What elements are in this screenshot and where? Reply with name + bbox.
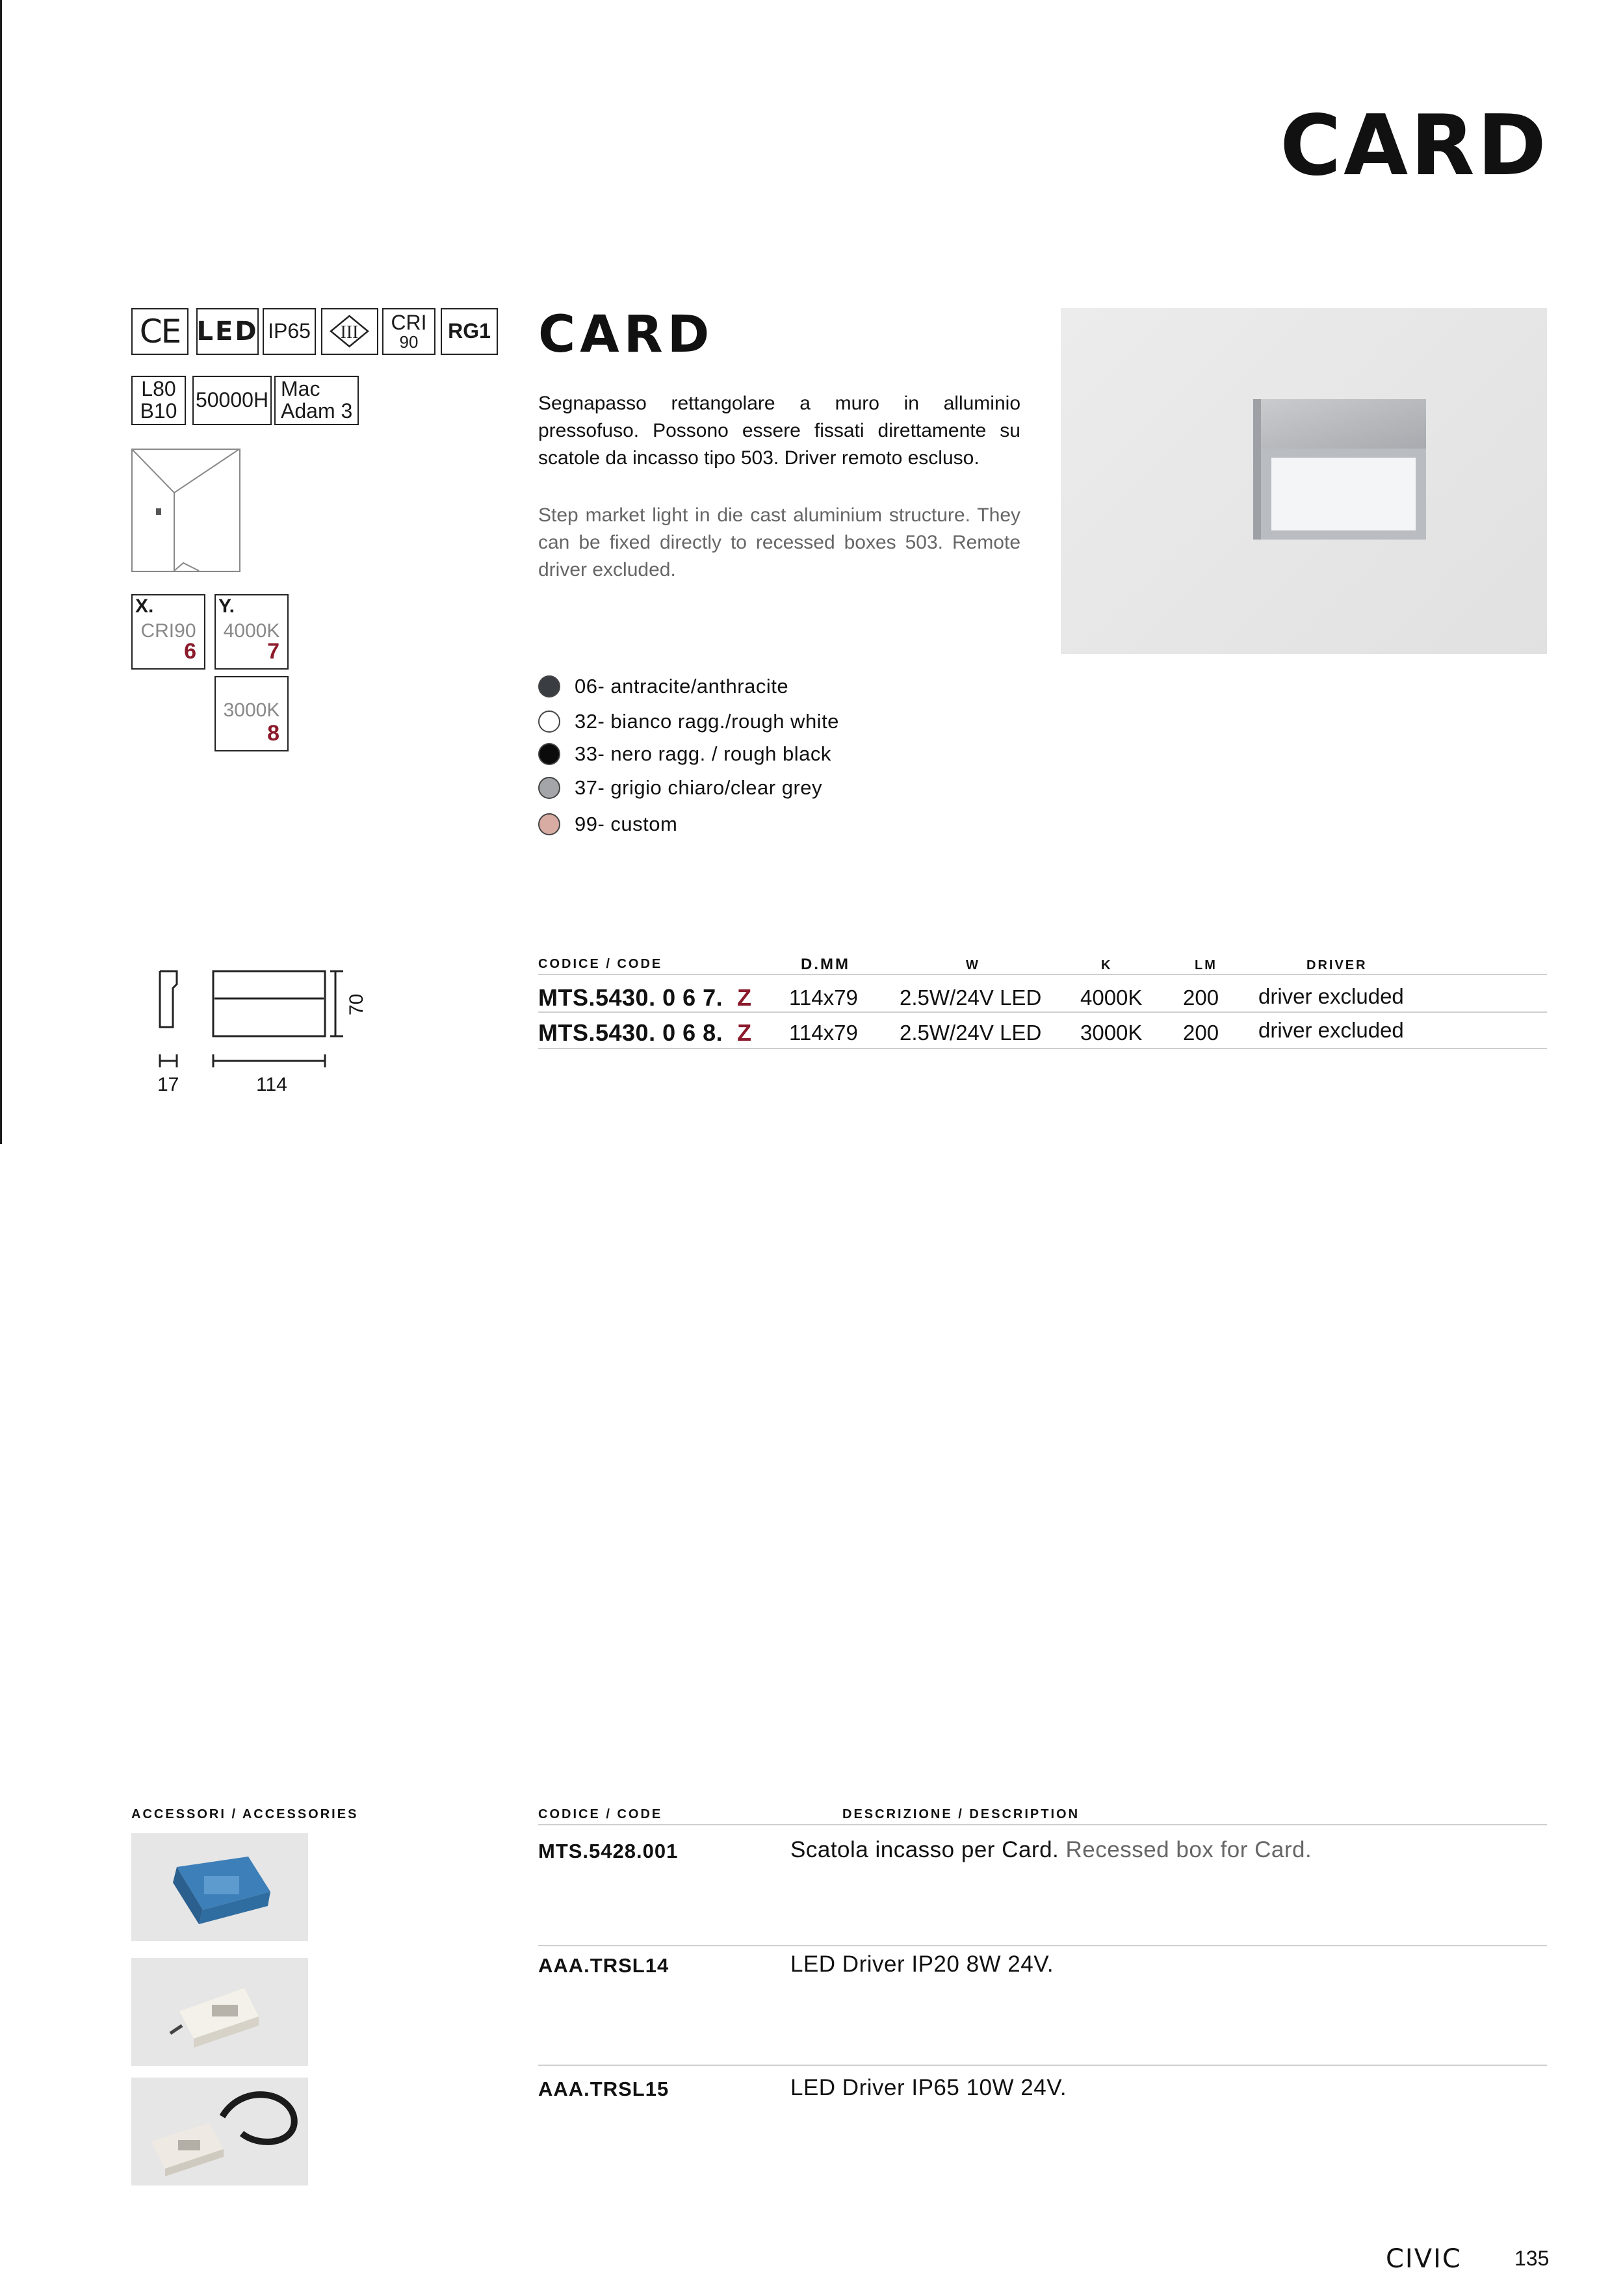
product-name: CARD <box>538 306 714 364</box>
left-margin-rule <box>0 0 2 1144</box>
table-header-driver: DRIVER <box>1306 958 1368 972</box>
row-code: MTS.5430. 0 6 7. <box>538 984 723 1011</box>
row-code: MTS.5430. 0 6 8. <box>538 1019 723 1046</box>
accessory-description <box>790 2075 1067 2101</box>
recessed-box-image <box>131 1833 308 1941</box>
brand-logo: CIVIC <box>1386 2244 1462 2274</box>
swatch-icon <box>538 813 560 835</box>
row-code-suffix: Z <box>737 984 751 1011</box>
description-english: Step market light in die cast aluminium structure. They can be fixed directly to recessed boxes 503. Remote driver excluded. <box>538 504 1020 581</box>
row-lumen: 200 <box>1183 985 1219 1010</box>
dim-width-label: 114 <box>256 1074 287 1095</box>
class-iii-label: III <box>340 322 359 343</box>
row-kelvin: 4000K <box>1080 985 1143 1010</box>
accessories-description-header: DESCRIZIONE / DESCRIPTION <box>842 1807 1080 1821</box>
macadam-badge <box>274 376 359 425</box>
accessory-description-it: LED Driver IP20 8W 24V. <box>790 1951 1054 1977</box>
mac-label: Mac <box>281 377 320 401</box>
ip65-badge: IP65 <box>263 308 316 355</box>
row-driver: driver excluded <box>1258 984 1404 1008</box>
led-driver-ip65-image <box>131 2078 308 2185</box>
cri-badge-label: CRI <box>391 310 427 334</box>
color-label: 32- bianco ragg./rough white <box>575 710 839 733</box>
row-watt: 2.5W/24V LED <box>900 1021 1042 1045</box>
ce-mark-badge: CE <box>131 308 188 355</box>
page-title: CARD <box>1280 98 1549 194</box>
accessories-divider <box>538 2065 1547 2066</box>
table-divider <box>538 1011 1547 1013</box>
accessories-header: ACCESSORI / ACCESSORIES <box>131 1807 359 1821</box>
table-divider <box>538 1048 1547 1049</box>
table-header-kelvin: K <box>1101 958 1113 972</box>
row-lumen: 200 <box>1183 1021 1219 1045</box>
accessory-description <box>790 1951 1054 1977</box>
cri90-option <box>131 594 205 670</box>
table-header-watt: W <box>966 958 980 972</box>
accessory-code: AAA.TRSL14 <box>538 1954 669 1977</box>
product-photo <box>1061 308 1547 654</box>
cri-badge-value: 90 <box>399 332 419 352</box>
accessory-code: AAA.TRSL15 <box>538 2078 669 2100</box>
x-label: X. <box>135 595 154 617</box>
row-code-suffix: Z <box>737 1019 751 1046</box>
3000k-option <box>214 676 289 751</box>
adam-label: Adam 3 <box>281 399 353 423</box>
accessory-description-it: LED Driver IP65 10W 24V. <box>790 2075 1067 2100</box>
led-badge: LED <box>196 308 259 355</box>
3000k-label: 3000K <box>223 699 280 721</box>
accessory-description <box>790 1837 1312 1863</box>
accessories-code-header: CODICE / CODE <box>538 1807 663 1821</box>
table-header-lumen: LM <box>1195 958 1217 972</box>
cri90-code: 6 <box>184 639 196 664</box>
4000k-label: 4000K <box>223 620 280 642</box>
page-number: 135 <box>1514 2247 1550 2270</box>
color-label: 33- nero ragg. / rough black <box>575 742 831 765</box>
rg1-badge: RG1 <box>441 308 498 355</box>
swatch-icon <box>538 777 560 799</box>
4000k-code: 7 <box>267 639 279 664</box>
accessory-description-it: Scatola incasso per Card. <box>790 1837 1059 1862</box>
color-option-32 <box>538 707 839 736</box>
accessory-code: MTS.5428.001 <box>538 1840 679 1862</box>
class-iii-icon <box>321 308 378 355</box>
swatch-icon <box>538 675 560 698</box>
l80-b10-badge <box>131 376 186 425</box>
color-option-33 <box>538 740 831 768</box>
y-label: Y. <box>218 595 235 617</box>
dim-height-label: 70 <box>346 993 367 1015</box>
color-option-99 <box>538 810 677 839</box>
color-label: 37- grigio chiaro/clear grey <box>575 776 823 799</box>
row-driver: driver excluded <box>1258 1018 1404 1042</box>
wall-mount-installation-icon <box>131 449 240 572</box>
color-option-06 <box>538 672 788 701</box>
accessories-divider <box>538 1824 1547 1825</box>
row-kelvin: 3000K <box>1080 1021 1143 1045</box>
color-option-37 <box>538 774 822 802</box>
swatch-icon <box>538 743 560 765</box>
table-divider <box>538 974 1547 975</box>
table-header-dimensions: D.MM <box>801 956 850 973</box>
dimension-drawing <box>155 965 376 1088</box>
description-italian: Segnapasso rettangolare a muro in alluminio pressofuso. Possono essere fissati direttamente su scatole da incasso tipo 503. Driver remoto escluso. <box>538 393 1020 469</box>
3000k-code: 8 <box>267 721 279 746</box>
swatch-icon <box>538 711 560 733</box>
l80-label: L80 <box>141 377 176 401</box>
led-driver-ip20-image <box>131 1958 308 2066</box>
row-watt: 2.5W/24V LED <box>900 985 1042 1010</box>
color-label: 99- custom <box>575 813 678 835</box>
row-dimensions: 114x79 <box>789 985 858 1010</box>
cri90-label: CRI90 <box>140 620 196 642</box>
lifetime-hours-badge: 50000H <box>192 376 272 425</box>
4000k-option <box>214 594 289 670</box>
accessories-divider <box>538 1945 1547 1946</box>
table-header-code: CODICE / CODE <box>538 957 663 971</box>
b10-label: B10 <box>140 399 177 423</box>
accessory-description-en: Recessed box for Card. <box>1065 1837 1312 1862</box>
dim-depth-label: 17 <box>157 1074 179 1095</box>
cri-badge <box>382 308 435 355</box>
color-label: 06- antracite/anthracite <box>575 675 789 698</box>
row-dimensions: 114x79 <box>789 1021 858 1045</box>
